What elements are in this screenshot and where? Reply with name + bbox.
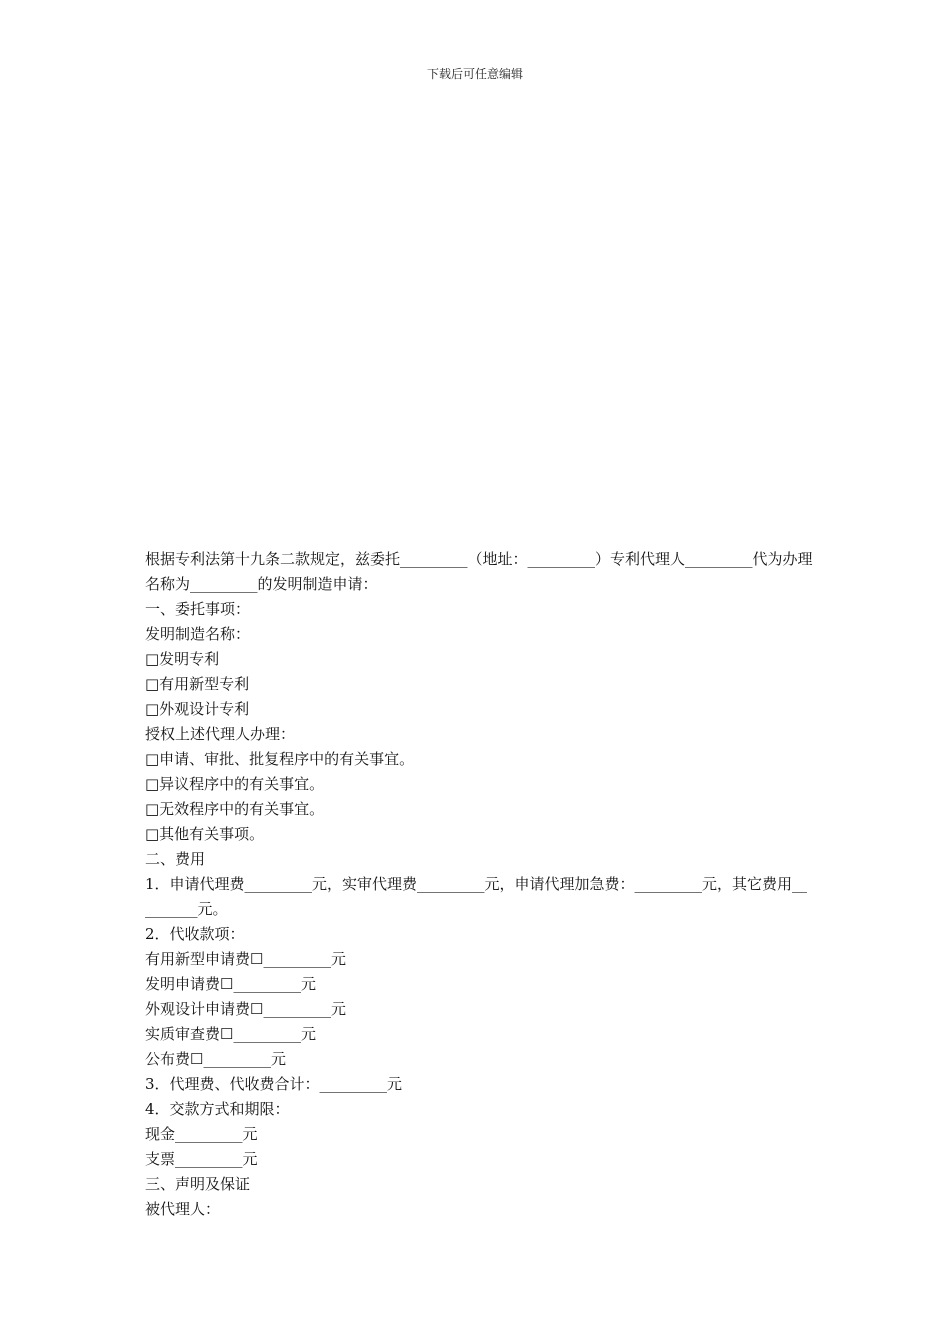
collected-fee-invention: 发明申请费☐_________元 bbox=[145, 975, 316, 993]
principal-label: 被代理人： bbox=[145, 1200, 221, 1218]
intro-paragraph: 根据专利法第十九条二款规定，兹委托_________（地址：_________）专利代理人_________代为办理名称为_________的发明制造申请： bbox=[145, 550, 813, 593]
matter-other: □其他有关事项。 bbox=[145, 825, 265, 843]
payment-cash: 现金_________元 bbox=[145, 1125, 258, 1143]
section1-title: 一、委托事项： bbox=[145, 600, 251, 618]
collected-fee-examination: 实质审查费☐_________元 bbox=[145, 1025, 316, 1043]
fee-item-3: 3．代理费、代收费合计：_________元 bbox=[145, 1075, 403, 1093]
collected-fee-utility: 有用新型申请费☐_________元 bbox=[145, 950, 346, 968]
section2-title: 二、费用 bbox=[145, 850, 206, 868]
patent-type-utility: □有用新型专利 bbox=[145, 675, 250, 693]
authorize-label: 授权上述代理人办理： bbox=[145, 725, 296, 743]
collected-fee-design: 外观设计申请费☐_________元 bbox=[145, 1000, 346, 1018]
patent-type-design: □外观设计专利 bbox=[145, 700, 250, 718]
patent-type-invention: □发明专利 bbox=[145, 650, 220, 668]
invention-name-label: 发明制造名称： bbox=[145, 625, 251, 643]
matter-invalidation: □无效程序中的有关事宜。 bbox=[145, 800, 325, 818]
page-header: 下载后可任意编辑 bbox=[426, 67, 523, 81]
fee-item-4-title: 4．交款方式和期限： bbox=[145, 1100, 290, 1118]
section3-title: 三、声明及保证 bbox=[145, 1175, 251, 1193]
matter-opposition: □异议程序中的有关事宜。 bbox=[145, 775, 325, 793]
collected-fee-publication: 公布费☐_________元 bbox=[145, 1050, 286, 1068]
fee-item-1: 1．申请代理费_________元，实审代理费_________元，申请代理加急费：_________元，其它费用_________元。 bbox=[145, 875, 808, 918]
fee-item-2-title: 2．代收款项： bbox=[145, 925, 245, 943]
matter-application: □申请、审批、批复程序中的有关事宜。 bbox=[145, 750, 415, 768]
document-body bbox=[145, 547, 813, 1222]
payment-check: 支票_________元 bbox=[145, 1150, 258, 1168]
